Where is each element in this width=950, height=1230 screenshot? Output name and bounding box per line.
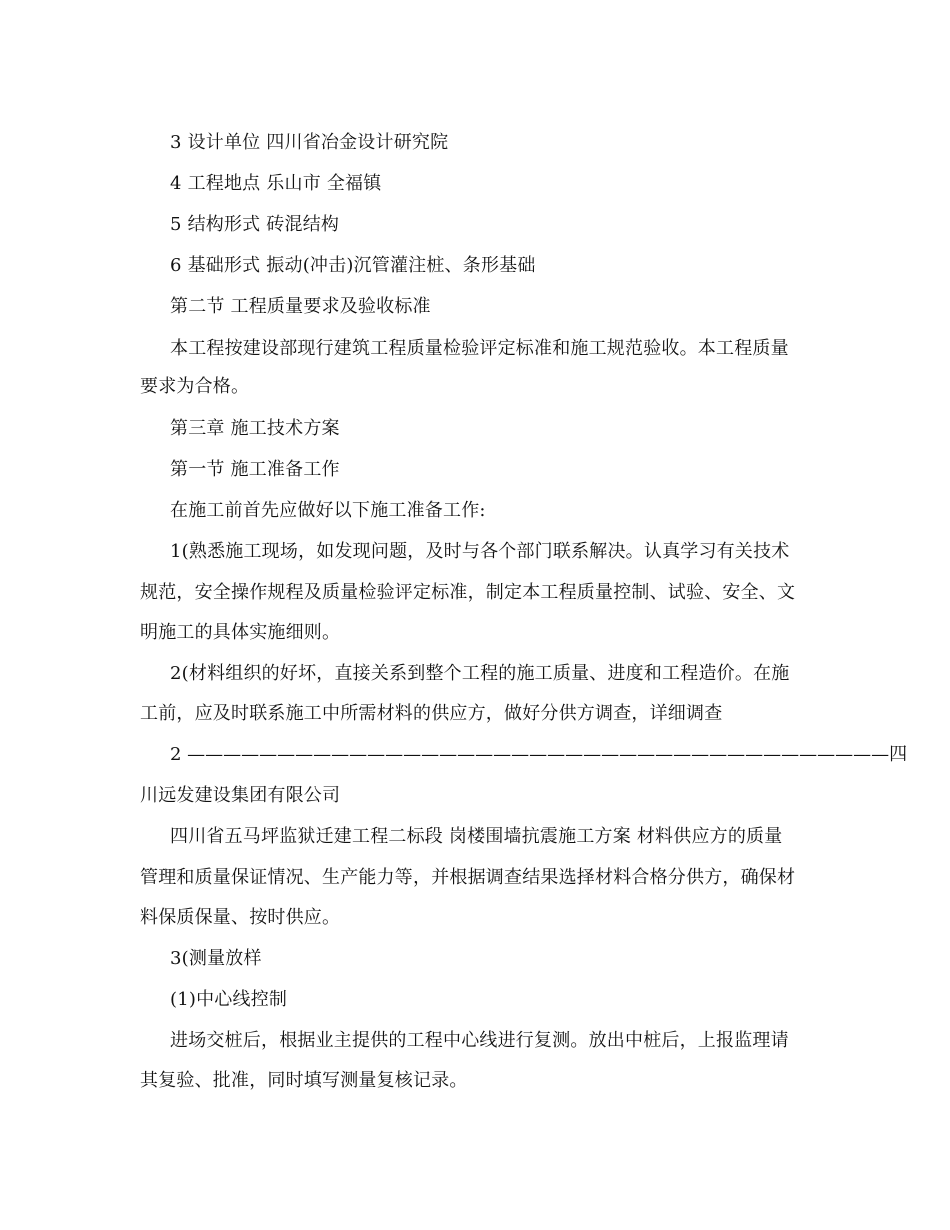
paragraph-line: 在施工前首先应做好以下施工准备工作:	[170, 500, 486, 521]
design-unit-line: 3 设计单位 四川省冶金设计研究院	[170, 132, 449, 153]
paragraph-line: 要求为合格。	[140, 376, 250, 397]
chapter-heading: 第三章 施工技术方案	[170, 418, 340, 439]
paragraph-line: 进场交桩后，根据业主提供的工程中心线进行复测。放出中桩后，上报监理请	[170, 1030, 789, 1051]
section-heading-preparation: 第一节 施工准备工作	[170, 459, 340, 480]
section-heading-quality: 第二节 工程质量要求及验收标准	[170, 296, 431, 317]
paragraph-line: 2(材料组织的好坏，直接关系到整个工程的施工质量、进度和工程造价。在施	[170, 663, 790, 684]
subheading-centerline: (1)中心线控制	[170, 989, 288, 1010]
paragraph-line: 其复验、批准，同时填写测量复核记录。	[140, 1070, 468, 1091]
subheading-survey: 3(测量放样	[170, 948, 262, 969]
page-header-line: 四川省五马坪监狱迁建工程二标段 岗楼围墙抗震施工方案 材料供应方的质量	[170, 826, 783, 847]
paragraph-line: 料保质保量、按时供应。	[140, 907, 341, 928]
structure-type-line: 5 结构形式 砖混结构	[170, 214, 340, 235]
paragraph-line: 工前，应及时联系施工中所需材料的供应方，做好分供方调查，详细调查	[140, 703, 723, 724]
paragraph-line: 规范，安全操作规程及质量检验评定标准，制定本工程质量控制、试验、安全、文	[140, 582, 796, 603]
company-name-line: 川远发建设集团有限公司	[140, 785, 341, 806]
project-location-line: 4 工程地点 乐山市 全福镇	[170, 173, 382, 194]
paragraph-line: 本工程按建设部现行建筑工程质量检验评定标准和施工规范验收。本工程质量	[170, 338, 789, 359]
paragraph-line: 明施工的具体实施细则。	[140, 622, 341, 643]
page-footer-rule: 2 ———————————————————————————————————————四	[170, 744, 908, 765]
foundation-type-line: 6 基础形式 振动(冲击)沉管灌注桩、条形基础	[170, 255, 536, 276]
paragraph-line: 1(熟悉施工现场，如发现问题，及时与各个部门联系解决。认真学习有关技术	[170, 541, 790, 562]
paragraph-line: 管理和质量保证情况、生产能力等，并根据调查结果选择材料合格分供方，确保材	[140, 867, 796, 888]
